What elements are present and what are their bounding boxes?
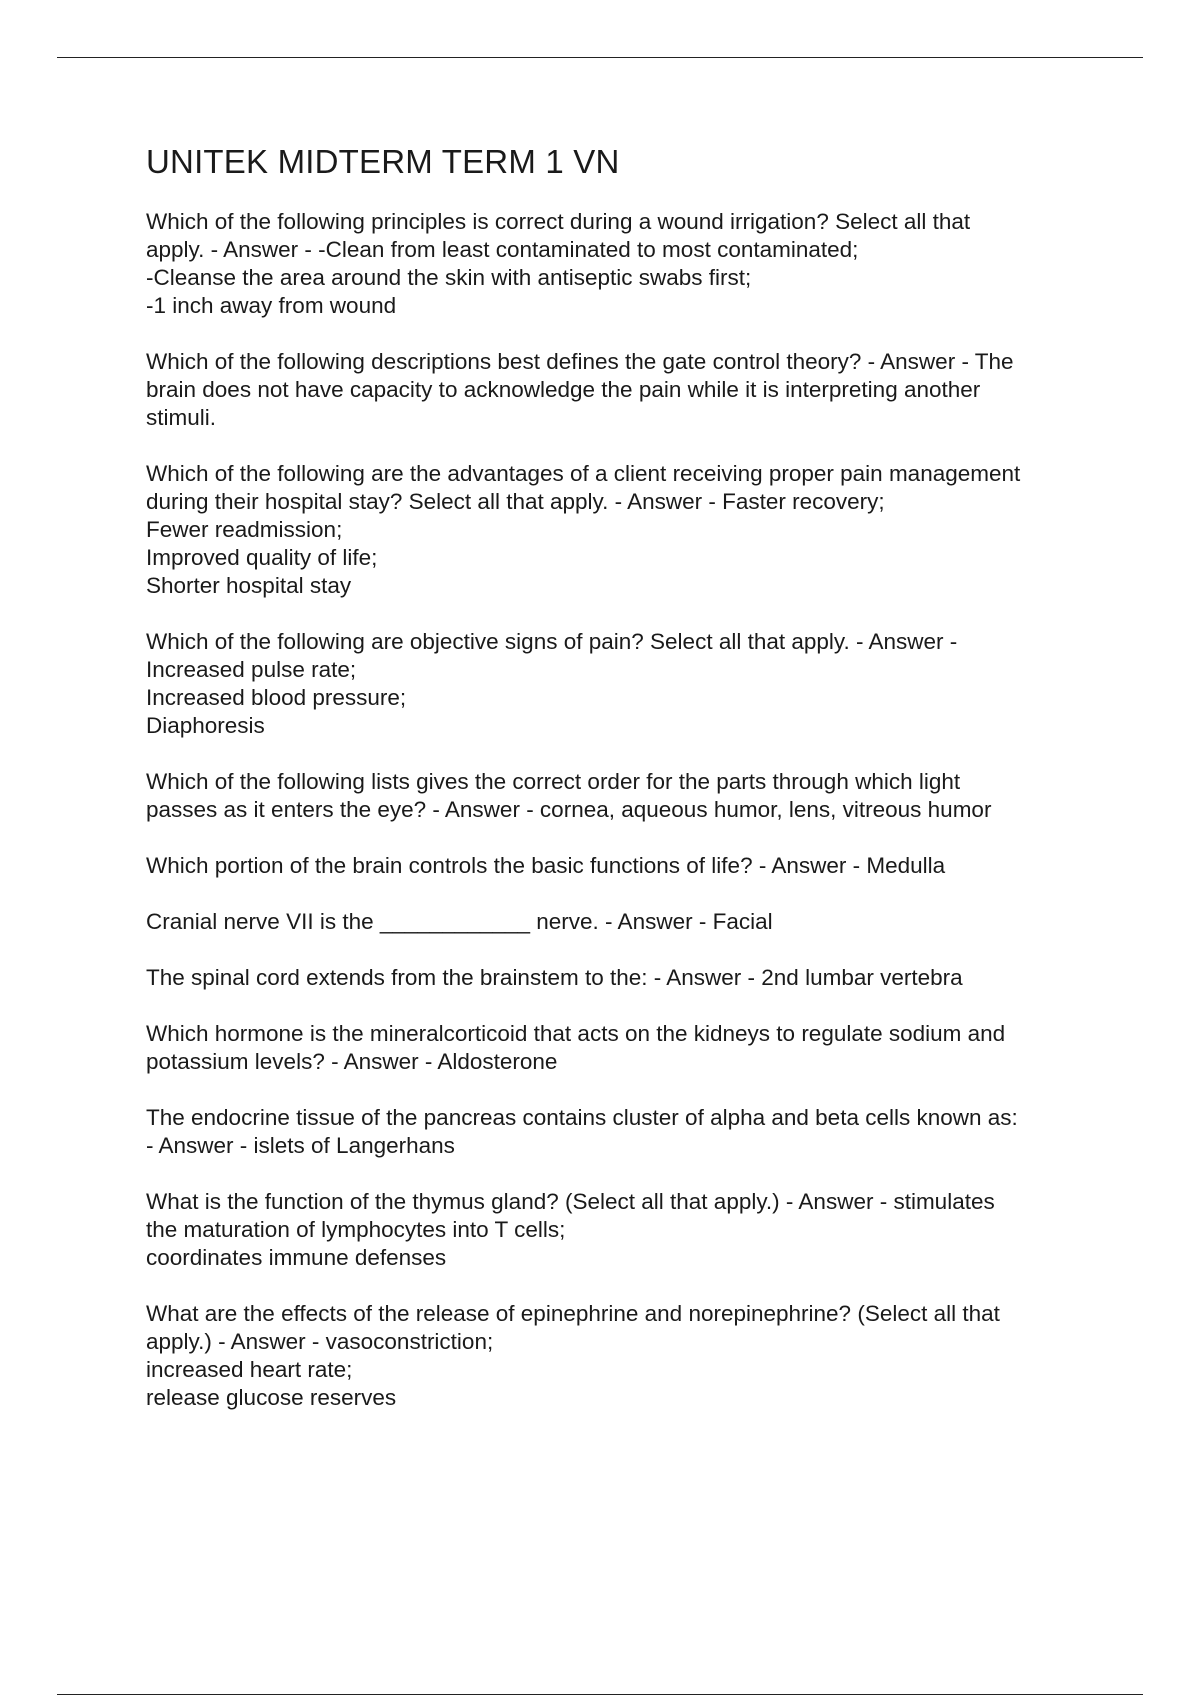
qa-item: Cranial nerve VII is the ____________ nerve. - Answer - Facial — [146, 909, 773, 934]
qa-item: Which of the following principles is correct during a wound irrigation? Select all that apply. - Answer - -Clean from least contaminated to most contaminated; -Cleanse the area around the skin with antiseptic swabs first; -1 inch away from wound — [146, 209, 971, 318]
qa-item: What is the function of the thymus gland? (Select all that apply.) - Answer - stimulates the maturation of lymphocytes into T cells; coordinates immune defenses — [146, 1189, 995, 1270]
qa-item: Which of the following descriptions best defines the gate control theory? - Answer - The brain does not have capacity to acknowledge the pain while it is interpreting another stimuli. — [146, 349, 1014, 430]
document-body — [146, 142, 1096, 1440]
qa-item: What are the effects of the release of epinephrine and norepinephrine? (Select all that apply.) - Answer - vasoconstriction; increased heart rate; release glucose reserves — [146, 1301, 1000, 1410]
qa-item: Which of the following lists gives the correct order for the parts through which light passes as it enters the eye? - Answer - cornea, aqueous humor, lens, vitreous humor — [146, 769, 992, 822]
qa-item: The spinal cord extends from the brainstem to the: - Answer - 2nd lumbar vertebra — [146, 965, 963, 990]
qa-item: Which hormone is the mineralcorticoid that acts on the kidneys to regulate sodium and potassium levels? - Answer - Aldosterone — [146, 1021, 1006, 1074]
qa-item: Which of the following are objective signs of pain? Select all that apply. - Answer - Increased pulse rate; Increased blood pressure; Diaphoresis — [146, 629, 958, 738]
qa-item: The endocrine tissue of the pancreas contains cluster of alpha and beta cells known as: - Answer - islets of Langerhans — [146, 1105, 1018, 1158]
qa-item: Which of the following are the advantages of a client receiving proper pain management during their hospital stay? Select all that apply. - Answer - Faster recovery; Fewer readmission; Improved quality of life; Shorter hospital stay — [146, 461, 1021, 598]
qa-item: Which portion of the brain controls the basic functions of life? - Answer - Medulla — [146, 853, 946, 878]
top-rule — [57, 57, 1143, 58]
bottom-rule — [57, 1694, 1143, 1695]
document-title: UNITEK MIDTERM TERM 1 VN — [146, 143, 620, 180]
